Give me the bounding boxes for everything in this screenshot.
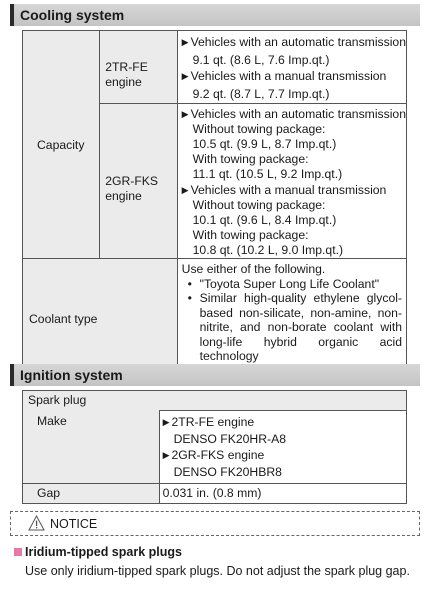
bullet-dot: • bbox=[187, 291, 192, 305]
make-list bbox=[163, 415, 406, 480]
line-text: 9.1 qt. (8.6 L, 7.6 Imp.qt.) bbox=[192, 53, 330, 67]
value-line bbox=[182, 152, 406, 167]
arrow-list-item bbox=[182, 35, 406, 50]
line-text: DENSO FK20HR-A8 bbox=[173, 432, 286, 446]
arrow-list-item bbox=[163, 448, 406, 463]
ignition-system-table bbox=[22, 390, 407, 504]
arrow-list-item bbox=[163, 415, 406, 430]
arrow-list-item bbox=[182, 69, 406, 84]
ignition-system-heading bbox=[10, 364, 420, 386]
engine-2trfe-label-cell bbox=[100, 31, 177, 104]
coolant-bullet-text: "Toyota Super Long Life Coolant" bbox=[199, 276, 380, 291]
engine-2trfe-label: 2TR-FE engine bbox=[105, 59, 148, 89]
engine-2trfe-capacity-cell bbox=[177, 31, 406, 104]
gap-label: Gap bbox=[37, 486, 61, 500]
engine-2grfks-capacity-cell bbox=[177, 104, 406, 259]
line-text: 2GR-FKS engine bbox=[171, 448, 265, 462]
make-label: Make bbox=[37, 413, 67, 428]
notice-box bbox=[10, 511, 420, 536]
make-label-cell bbox=[23, 411, 160, 484]
value-line bbox=[182, 87, 406, 102]
line-text: 10.5 qt. (9.9 L, 8.7 Imp.qt.) bbox=[192, 137, 337, 151]
make-value-cell bbox=[159, 411, 406, 484]
line-text: 11.1 qt. (10.5 L, 9.2 Imp.qt.) bbox=[192, 167, 343, 181]
value-line bbox=[182, 167, 406, 182]
warning-icon bbox=[28, 515, 45, 531]
arrow-list-item bbox=[182, 183, 406, 198]
triangle-arrow-icon: ▶ bbox=[181, 71, 189, 81]
triangle-arrow-icon: ▶ bbox=[181, 185, 189, 195]
coolant-bullet bbox=[182, 277, 402, 292]
spark-plug-label: Spark plug bbox=[28, 393, 87, 407]
line-text: 10.1 qt. (9.6 L, 8.4 Imp.qt.) bbox=[192, 213, 337, 227]
line-text: 9.2 qt. (8.7 L, 7.7 Imp.qt.) bbox=[192, 87, 330, 101]
gap-value: 0.031 in. (0.8 mm) bbox=[162, 486, 262, 500]
line-text: Vehicles with a manual transmission bbox=[190, 69, 387, 83]
cooling-system-table bbox=[22, 30, 407, 379]
capacity-label-cell bbox=[23, 31, 100, 259]
line-text: Vehicles with an automatic transmission bbox=[190, 35, 406, 49]
coolant-type-label: Coolant type bbox=[29, 311, 98, 326]
engine-2grfks-capacity-list bbox=[182, 107, 406, 258]
line-text: 10.8 qt. (10.2 L, 9.0 Imp.qt.) bbox=[192, 243, 344, 257]
spark-plug-label-cell bbox=[23, 391, 407, 411]
value-line bbox=[182, 122, 406, 137]
value-line bbox=[182, 198, 406, 213]
engine-2trfe-capacity-list bbox=[182, 35, 406, 102]
line-text: Without towing package: bbox=[192, 122, 326, 136]
line-text: 2TR-FE engine bbox=[171, 415, 255, 429]
line-text: DENSO FK20HBR8 bbox=[173, 465, 282, 479]
cooling-system-heading bbox=[10, 4, 420, 26]
value-line bbox=[163, 465, 406, 480]
pink-square-icon bbox=[14, 548, 22, 556]
engine-2grfks-label-cell bbox=[100, 104, 177, 259]
line-text: With towing package: bbox=[192, 152, 309, 166]
notice-label: NOTICE bbox=[50, 517, 98, 531]
line-text: Vehicles with a manual transmission bbox=[190, 183, 387, 197]
coolant-bullet bbox=[182, 291, 402, 364]
value-line bbox=[182, 228, 406, 243]
coolant-intro: Use either of the following. bbox=[181, 262, 326, 276]
cooling-system-title: Cooling system bbox=[20, 7, 125, 23]
value-line bbox=[182, 137, 406, 152]
notice-text: Use only iridium-tipped spark plugs. Do not adjust the spark plug gap. bbox=[25, 564, 410, 578]
line-text: Vehicles with an automatic transmission bbox=[190, 107, 406, 121]
arrow-list-item bbox=[182, 107, 406, 122]
capacity-label: Capacity bbox=[37, 137, 85, 152]
ignition-system-title: Ignition system bbox=[20, 367, 123, 383]
value-line bbox=[182, 213, 406, 228]
coolant-bullet-text: Similar high-quality ethylene glycol-based non-silicate, non-amine, non-nitrite, and non-borate coolant with long-life hybrid organic acid technology bbox=[199, 291, 402, 363]
triangle-arrow-icon: ▶ bbox=[181, 37, 189, 47]
coolant-type-cell bbox=[177, 259, 406, 379]
notice-heading bbox=[14, 545, 182, 559]
gap-value-cell bbox=[159, 484, 406, 504]
notice-heading-text: Iridium-tipped spark plugs bbox=[25, 545, 182, 559]
triangle-arrow-icon: ▶ bbox=[162, 417, 170, 427]
value-line bbox=[182, 53, 406, 68]
coolant-type-label-cell bbox=[23, 259, 178, 379]
triangle-arrow-icon: ▶ bbox=[162, 450, 170, 460]
line-text: Without towing package: bbox=[192, 198, 326, 212]
value-line bbox=[182, 243, 406, 258]
triangle-arrow-icon: ▶ bbox=[181, 109, 189, 119]
gap-label-cell bbox=[23, 484, 160, 504]
bullet-dot: • bbox=[187, 276, 192, 291]
value-line bbox=[163, 432, 406, 447]
engine-2grfks-label: 2GR-FKS engine bbox=[105, 173, 159, 203]
line-text: With towing package: bbox=[192, 228, 309, 242]
